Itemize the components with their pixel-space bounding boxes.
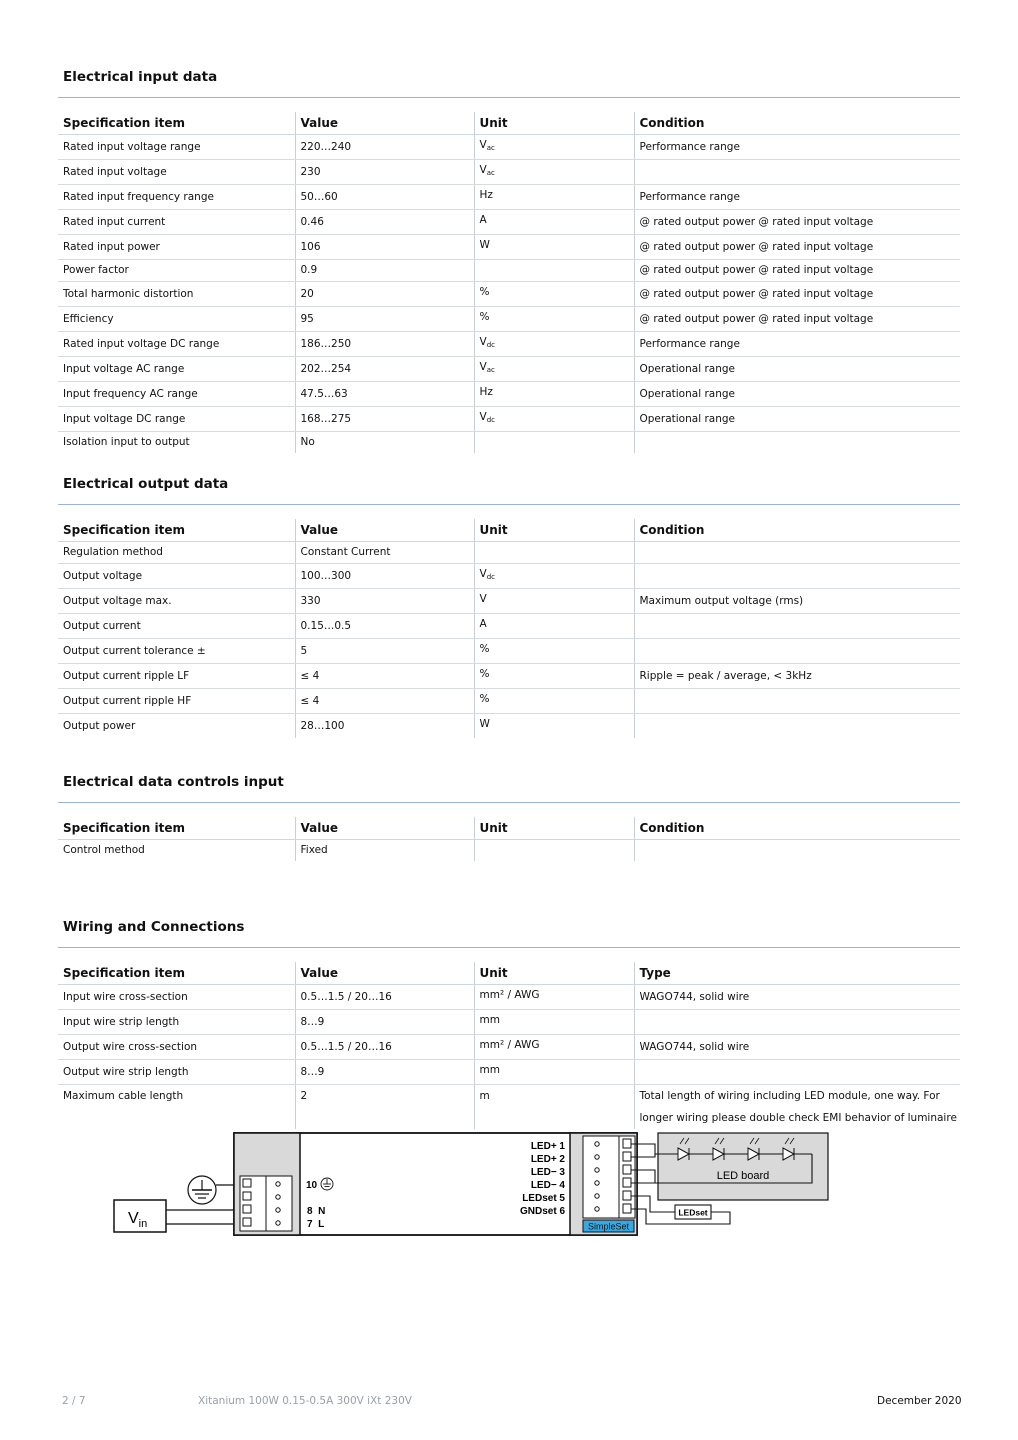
unit-text: V bbox=[479, 361, 487, 373]
condition-cell: Performance range bbox=[634, 135, 960, 160]
table-row bbox=[58, 357, 960, 382]
section-title: Electrical output data bbox=[63, 476, 229, 492]
condition-cell: Total length of wiring including LED module, one way. For longer wiring please double check EMI behavior of luminaire bbox=[634, 1085, 960, 1130]
unit-cell bbox=[474, 714, 634, 739]
spec-item-cell: Output voltage bbox=[58, 564, 295, 589]
section-wiring bbox=[58, 917, 960, 1129]
table-header-row bbox=[58, 962, 960, 985]
column-header: Type bbox=[634, 962, 960, 985]
value-cell: ≤ 4 bbox=[295, 689, 474, 714]
input-terminal-label-l: 7 L bbox=[307, 1219, 325, 1230]
condition-cell bbox=[634, 714, 960, 739]
table-row bbox=[58, 235, 960, 260]
unit-cell bbox=[474, 185, 634, 210]
condition-cell: Operational range bbox=[634, 357, 960, 382]
unit-text: V bbox=[479, 139, 487, 151]
spec-item-cell: Input voltage AC range bbox=[58, 357, 295, 382]
unit-text: mm² / AWG bbox=[479, 1039, 540, 1051]
unit-text: W bbox=[479, 718, 490, 730]
unit-cell bbox=[474, 382, 634, 407]
table-row bbox=[58, 542, 960, 564]
unit-cell bbox=[474, 664, 634, 689]
column-header: Specification item bbox=[58, 817, 295, 840]
column-header: Value bbox=[295, 962, 474, 985]
section-title: Wiring and Connections bbox=[63, 919, 245, 935]
table-row bbox=[58, 689, 960, 714]
condition-cell: @ rated output power @ rated input voltage bbox=[634, 282, 960, 307]
spec-item-cell: Output current tolerance ± bbox=[58, 639, 295, 664]
unit-cell bbox=[474, 1060, 634, 1085]
condition-cell: Performance range bbox=[634, 185, 960, 210]
unit-cell bbox=[474, 307, 634, 332]
simpleset-label: SimpleSet bbox=[587, 1221, 630, 1232]
table-row bbox=[58, 382, 960, 407]
unit-text: % bbox=[479, 668, 490, 680]
unit-cell bbox=[474, 985, 634, 1010]
column-header: Specification item bbox=[58, 962, 295, 985]
value-cell: 220…240 bbox=[295, 135, 474, 160]
column-header: Specification item bbox=[58, 112, 295, 135]
table-row bbox=[58, 307, 960, 332]
table-row bbox=[58, 639, 960, 664]
column-header: Value bbox=[295, 519, 474, 542]
vin-label: $V_{in}$ bbox=[128, 1210, 148, 1230]
value-cell: 0.15…0.5 bbox=[295, 614, 474, 639]
value-cell: 2 bbox=[295, 1085, 474, 1130]
spec-item-cell: Output current ripple LF bbox=[58, 664, 295, 689]
spec-item-cell: Rated input current bbox=[58, 210, 295, 235]
spec-item-cell: Efficiency bbox=[58, 307, 295, 332]
condition-cell: @ rated output power @ rated input voltage bbox=[634, 260, 960, 282]
unit-text: % bbox=[479, 693, 490, 705]
unit-cell bbox=[474, 332, 634, 357]
unit-text: V bbox=[479, 593, 487, 605]
section-divider bbox=[58, 504, 960, 505]
column-header: Condition bbox=[634, 817, 960, 840]
unit-text: % bbox=[479, 643, 490, 655]
column-header: Unit bbox=[474, 519, 634, 542]
value-cell: 202…254 bbox=[295, 357, 474, 382]
spec-item-cell: Output voltage max. bbox=[58, 589, 295, 614]
unit-text: V bbox=[479, 568, 487, 580]
value-cell: 50…60 bbox=[295, 185, 474, 210]
table-row bbox=[58, 407, 960, 432]
spec-item-cell: Output current bbox=[58, 614, 295, 639]
table-header-row bbox=[58, 112, 960, 135]
footer-product-name: Xitanium 100W 0.15-0.5A 300V iXt 230V bbox=[198, 1395, 412, 1407]
value-cell: 0.9 bbox=[295, 260, 474, 282]
unit-subscript: dc bbox=[486, 416, 495, 424]
unit-cell bbox=[474, 689, 634, 714]
value-cell: 168…275 bbox=[295, 407, 474, 432]
spec-table bbox=[58, 519, 960, 738]
value-cell: No bbox=[295, 432, 474, 454]
footer-page-number: 2 / 7 bbox=[62, 1395, 86, 1407]
unit-cell bbox=[474, 840, 634, 862]
value-cell: 0.46 bbox=[295, 210, 474, 235]
unit-subscript: ac bbox=[486, 144, 495, 152]
value-cell: 95 bbox=[295, 307, 474, 332]
unit-cell bbox=[474, 564, 634, 589]
value-cell: Constant Current bbox=[295, 542, 474, 564]
table-row bbox=[58, 160, 960, 185]
output-terminal-label: LED− 3 bbox=[530, 1167, 565, 1178]
spec-item-cell: Maximum cable length bbox=[63, 1090, 184, 1102]
condition-cell bbox=[634, 639, 960, 664]
section-controls-input bbox=[58, 772, 960, 861]
output-terminal-label: GNDset 6 bbox=[519, 1206, 565, 1217]
unit-text: Hz bbox=[479, 189, 493, 201]
column-header: Value bbox=[295, 112, 474, 135]
column-header: Condition bbox=[634, 519, 960, 542]
unit-cell bbox=[474, 1085, 634, 1130]
value-cell: 47.5…63 bbox=[295, 382, 474, 407]
spec-item-cell: Total harmonic distortion bbox=[58, 282, 295, 307]
section-title: Electrical data controls input bbox=[63, 774, 284, 790]
value-cell: 330 bbox=[295, 589, 474, 614]
unit-text: m bbox=[479, 1090, 490, 1102]
value-cell: 0.5…1.5 / 20…16 bbox=[295, 1035, 474, 1060]
spec-item-cell: Output current ripple HF bbox=[58, 689, 295, 714]
value-cell: 186…250 bbox=[295, 332, 474, 357]
spec-item-cell: Input wire strip length bbox=[58, 1010, 295, 1035]
unit-cell bbox=[474, 135, 634, 160]
table-row bbox=[58, 1035, 960, 1060]
unit-cell bbox=[474, 542, 634, 564]
spec-table bbox=[58, 817, 960, 861]
led-board bbox=[658, 1133, 828, 1200]
output-terminal-label: LEDset 5 bbox=[522, 1193, 565, 1204]
unit-subscript: dc bbox=[486, 341, 495, 349]
column-header: Unit bbox=[474, 962, 634, 985]
table-header-row bbox=[58, 519, 960, 542]
unit-cell bbox=[474, 260, 634, 282]
input-terminal-label-n: 8 N bbox=[307, 1206, 326, 1217]
table-row bbox=[58, 432, 960, 454]
output-terminal-label: LED+ 2 bbox=[530, 1154, 565, 1165]
condition-cell: Ripple = peak / average, < 3kHz bbox=[634, 664, 960, 689]
unit-cell bbox=[474, 639, 634, 664]
earth-icon bbox=[321, 1178, 333, 1190]
unit-subscript: ac bbox=[486, 366, 495, 374]
table-row bbox=[58, 282, 960, 307]
condition-cell bbox=[634, 840, 960, 862]
condition-cell bbox=[634, 1010, 960, 1035]
table-row bbox=[58, 985, 960, 1010]
condition-cell bbox=[634, 542, 960, 564]
spec-item-cell: Input wire cross-section bbox=[58, 985, 295, 1010]
table-row bbox=[58, 332, 960, 357]
table-row bbox=[58, 210, 960, 235]
unit-text: mm bbox=[479, 1014, 500, 1026]
unit-cell bbox=[474, 282, 634, 307]
condition-cell: @ rated output power @ rated input voltage bbox=[634, 235, 960, 260]
table-row bbox=[58, 840, 960, 862]
unit-cell bbox=[474, 1035, 634, 1060]
table-row bbox=[58, 185, 960, 210]
unit-text: W bbox=[479, 239, 490, 251]
condition-cell bbox=[634, 614, 960, 639]
table-header-row bbox=[58, 817, 960, 840]
section-divider bbox=[58, 802, 960, 803]
condition-cell: WAGO744, solid wire bbox=[634, 985, 960, 1010]
unit-cell bbox=[474, 210, 634, 235]
value-cell: 20 bbox=[295, 282, 474, 307]
condition-cell: @ rated output power @ rated input voltage bbox=[634, 307, 960, 332]
condition-cell bbox=[634, 432, 960, 454]
value-cell: 8…9 bbox=[295, 1060, 474, 1085]
condition-cell bbox=[634, 564, 960, 589]
table-row bbox=[58, 564, 960, 589]
earth-terminal-label: 10 bbox=[306, 1180, 318, 1191]
spec-item-cell: Input frequency AC range bbox=[58, 382, 295, 407]
value-cell: 5 bbox=[295, 639, 474, 664]
unit-cell bbox=[474, 432, 634, 454]
condition-cell: @ rated output power @ rated input voltage bbox=[634, 210, 960, 235]
unit-text: mm bbox=[479, 1064, 500, 1076]
spec-table bbox=[58, 112, 960, 453]
table-row bbox=[58, 614, 960, 639]
condition-cell: Maximum output voltage (rms) bbox=[634, 589, 960, 614]
unit-text: % bbox=[479, 286, 490, 298]
section-title: Electrical input data bbox=[63, 69, 218, 85]
value-cell: 8…9 bbox=[295, 1010, 474, 1035]
condition-cell: Operational range bbox=[634, 407, 960, 432]
spec-item-cell: Input voltage DC range bbox=[58, 407, 295, 432]
value-cell: 28…100 bbox=[295, 714, 474, 739]
table-row bbox=[58, 1085, 960, 1130]
section-divider bbox=[58, 947, 960, 948]
table-row bbox=[58, 260, 960, 282]
spec-item-cell: Output wire strip length bbox=[58, 1060, 295, 1085]
unit-cell bbox=[474, 160, 634, 185]
condition-cell: WAGO744, solid wire bbox=[634, 1035, 960, 1060]
section-electrical-input bbox=[58, 67, 960, 453]
section-divider bbox=[58, 97, 960, 98]
unit-subscript: ac bbox=[486, 169, 495, 177]
table-row bbox=[58, 1060, 960, 1085]
wiring-diagram bbox=[110, 1128, 832, 1240]
table-row bbox=[58, 1010, 960, 1035]
spec-table bbox=[58, 962, 960, 1129]
condition-cell bbox=[634, 160, 960, 185]
unit-cell bbox=[474, 1010, 634, 1035]
value-cell: 0.5…1.5 / 20…16 bbox=[295, 985, 474, 1010]
value-cell: Fixed bbox=[295, 840, 474, 862]
column-header: Condition bbox=[634, 112, 960, 135]
table-row bbox=[58, 714, 960, 739]
led-board-label: LED board bbox=[716, 1170, 770, 1182]
unit-cell bbox=[474, 357, 634, 382]
table-row bbox=[58, 135, 960, 160]
output-terminal-label: LED− 4 bbox=[530, 1180, 565, 1191]
unit-text: A bbox=[479, 214, 487, 226]
spec-item-cell: Output power bbox=[63, 719, 136, 732]
spec-item-cell: Control method bbox=[63, 844, 145, 856]
condition-cell bbox=[634, 1060, 960, 1085]
condition-cell bbox=[634, 689, 960, 714]
ledset-box-label: LEDset bbox=[678, 1207, 708, 1218]
unit-text: Hz bbox=[479, 386, 493, 398]
value-cell: 100…300 bbox=[295, 564, 474, 589]
spec-item-cell: Power factor bbox=[58, 260, 295, 282]
unit-text: % bbox=[479, 311, 490, 323]
value-cell: 230 bbox=[295, 160, 474, 185]
unit-cell bbox=[474, 589, 634, 614]
column-header: Unit bbox=[474, 817, 634, 840]
condition-cell: Operational range bbox=[634, 382, 960, 407]
output-terminal-label: LED+ 1 bbox=[530, 1141, 565, 1152]
spec-item-cell: Isolation input to output bbox=[63, 436, 190, 448]
unit-text: V bbox=[479, 336, 487, 348]
footer-date: December 2020 bbox=[877, 1395, 962, 1407]
unit-subscript: dc bbox=[486, 573, 495, 581]
table-row bbox=[58, 589, 960, 614]
unit-text: mm² / AWG bbox=[479, 989, 540, 1001]
unit-text: A bbox=[479, 618, 487, 630]
spec-item-cell: Rated input power bbox=[58, 235, 295, 260]
column-header: Unit bbox=[474, 112, 634, 135]
column-header: Specification item bbox=[58, 519, 295, 542]
section-electrical-output bbox=[58, 474, 960, 738]
table-row bbox=[58, 664, 960, 689]
spec-item-cell: Output wire cross-section bbox=[58, 1035, 295, 1060]
unit-text: V bbox=[479, 164, 487, 176]
spec-item-cell: Regulation method bbox=[58, 542, 295, 564]
spec-item-cell: Rated input frequency range bbox=[58, 185, 295, 210]
value-cell: 106 bbox=[295, 235, 474, 260]
unit-cell bbox=[474, 614, 634, 639]
column-header: Value bbox=[295, 817, 474, 840]
spec-item-cell: Rated input voltage bbox=[58, 160, 295, 185]
unit-text: V bbox=[479, 411, 487, 423]
unit-cell bbox=[474, 235, 634, 260]
spec-item-cell: Rated input voltage range bbox=[58, 135, 295, 160]
value-cell: ≤ 4 bbox=[295, 664, 474, 689]
spec-item-cell: Rated input voltage DC range bbox=[58, 332, 295, 357]
condition-cell: Performance range bbox=[634, 332, 960, 357]
unit-cell bbox=[474, 407, 634, 432]
